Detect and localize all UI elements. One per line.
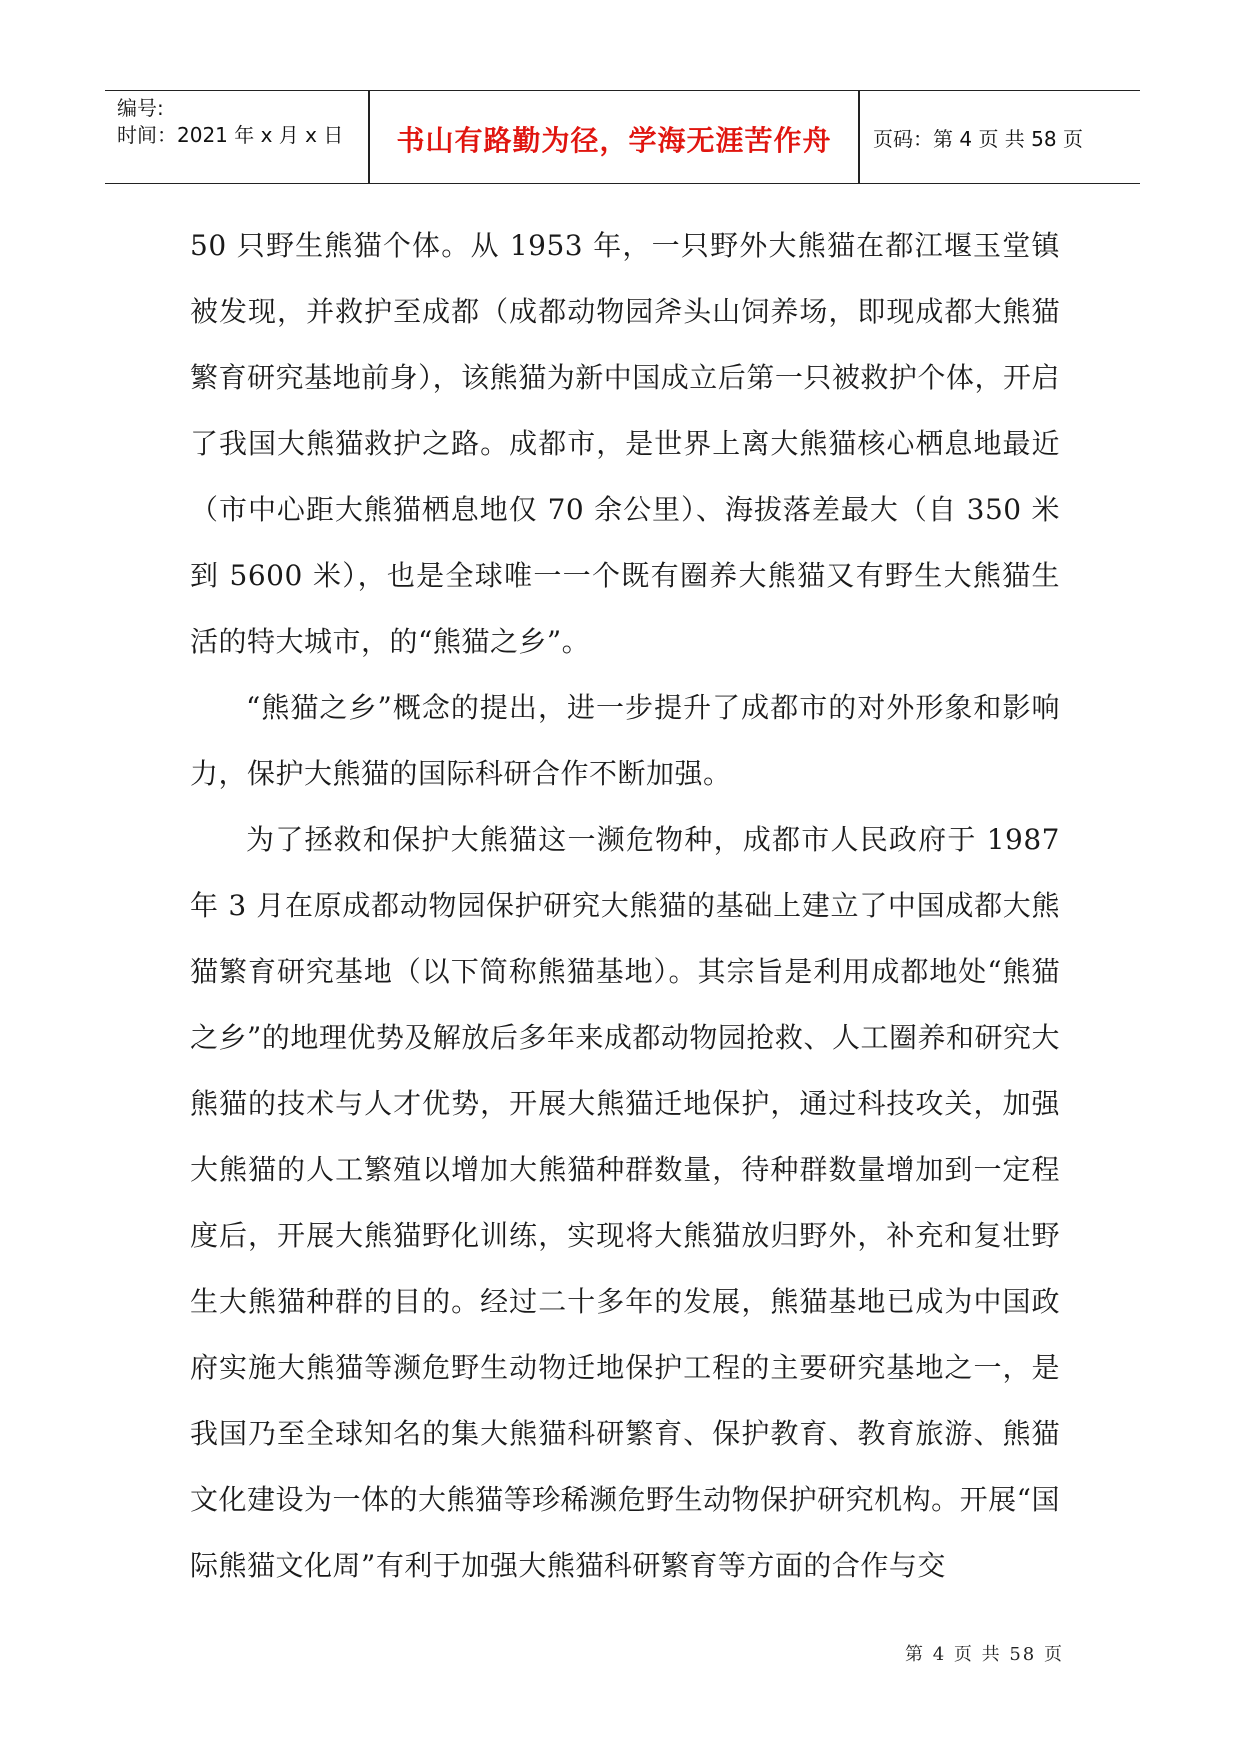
- document-body: [190, 213, 1060, 1599]
- header-page-label: 页码：第 4 页 共 58 页: [873, 127, 1083, 151]
- page-footer: 第 4 页 共 58 页: [905, 1644, 1064, 1665]
- paragraph-2: “熊猫之乡”概念的提出，进一步提升了成都市的对外形象和影响力，保护大熊猫的国际科研合作不断加强。: [190, 691, 1060, 790]
- header-motto: 书山有路勤为径，学海无涯苦作舟: [396, 124, 832, 157]
- header-number-label: 编号:: [117, 96, 164, 120]
- header-meta: [117, 95, 367, 149]
- header-divider-right: [858, 91, 860, 183]
- page-header: [105, 90, 1140, 184]
- paragraph-1: 50 只野生熊猫个体。从 1953 年，一只野外大熊猫在都江堰玉堂镇被发现，并救护至成都（成都动物园斧头山饲养场，即现成都大熊猫繁育研究基地前身），该熊猫为新中国成立后第一只被救护个体，开启了我国大熊猫救护之路。成都市，是世界上离大熊猫核心栖息地最近（市中心距大熊猫栖息地仅 70 余公里）、海拔落差最大（自 350 米到 5600 米），也是全球唯一一个既有圈养大熊猫又有野生大熊猫生活的特大城市，的“熊猫之乡”。: [190, 229, 1060, 658]
- header-time-label: 时间：2021 年 x 月 x 日: [117, 123, 344, 147]
- paragraph-3: 为了拯救和保护大熊猫这一濒危物种，成都市人民政府于 1987 年 3 月在原成都动物园保护研究大熊猫的基础上建立了中国成都大熊猫繁育研究基地（以下简称熊猫基地）。其宗旨是利用成都地处“熊猫之乡”的地理优势及解放后多年来成都动物园抢救、人工圈养和研究大熊猫的技术与人才优势，开展大熊猫迁地保护，通过科技攻关，加强大熊猫的人工繁殖以增加大熊猫种群数量，待种群数量增加到一定程度后，开展大熊猫野化训练，实现将大熊猫放归野外，补充和复壮野生大熊猫种群的目的。经过二十多年的发展，熊猫基地已成为中国政府实施大熊猫等濒危野生动物迁地保护工程的主要研究基地之一，是我国乃至全球知名的集大熊猫科研繁育、保护教育、教育旅游、熊猫文化建设为一体的大熊猫等珍稀濒危野生动物保护研究机构。开展“国际熊猫文化周”有利于加强大熊猫科研繁育等方面的合作与交: [190, 823, 1060, 1582]
